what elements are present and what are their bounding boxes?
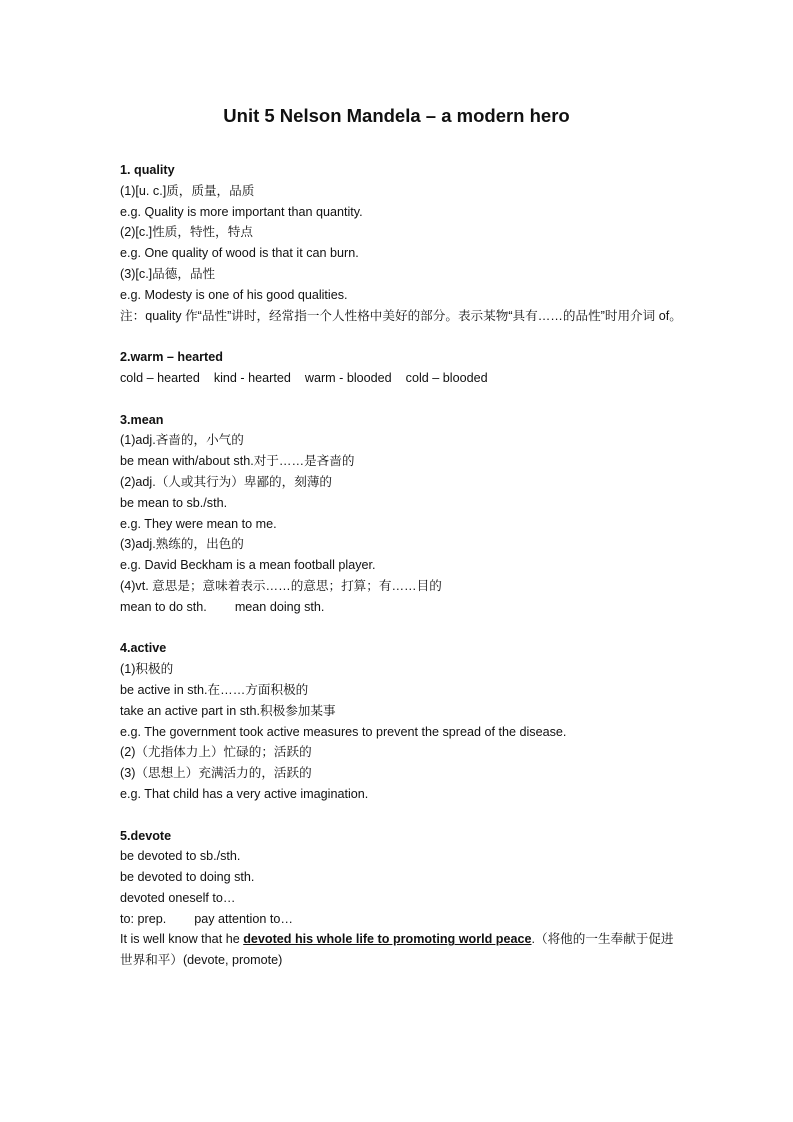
phrase-line: devoted oneself to… bbox=[120, 890, 236, 905]
example-line: e.g. Quality is more important than quantity. bbox=[120, 204, 363, 219]
related-word: kind - hearted bbox=[213, 370, 291, 385]
definition-line: (3)（思想上）充满活力的，活跃的 bbox=[120, 766, 312, 781]
definition-line: (1)adj.吝啬的，小气的 bbox=[120, 433, 244, 448]
section-heading-mean: 3.mean bbox=[120, 412, 164, 427]
section-heading-active: 4.active bbox=[120, 641, 167, 656]
answer-underlined: devoted his whole life to promoting world peace bbox=[243, 932, 532, 947]
definition-line: (2)（尤指体力上）忙碌的；活跃的 bbox=[120, 745, 312, 760]
definition-line: (2)[c.]性质，特性，特点 bbox=[120, 225, 253, 240]
definition-line: (2)adj.（人或其行为）卑鄙的，刻薄的 bbox=[120, 474, 333, 489]
example-line: e.g. David Beckham is a mean football player. bbox=[120, 558, 376, 573]
sentence-start: It is well know that he bbox=[120, 932, 244, 947]
example-line: e.g. The government took active measures to prevent the spread of the disease. bbox=[120, 724, 567, 739]
definition-line: (3)adj.熟练的，出色的 bbox=[120, 537, 244, 552]
page-title: Unit 5 Nelson Mandela – a modern hero bbox=[223, 105, 570, 126]
phrase-line: be devoted to sb./sth. bbox=[120, 849, 241, 864]
note-paragraph: 注：quality 作“品性”讲时，经常指一个人性格中美好的部分。表示某物“具有……的品性”时用介词 of。 bbox=[120, 308, 682, 323]
sentence-end: .（将他的一生奉献于促进世界和平）(devote, promote) bbox=[120, 932, 674, 968]
definition-line: (1)积极的 bbox=[120, 662, 174, 677]
example-line: e.g. Modesty is one of his good qualities. bbox=[120, 287, 348, 302]
example-line: e.g. That child has a very active imagination. bbox=[120, 786, 369, 801]
related-word: cold – hearted bbox=[120, 370, 200, 385]
phrase: to: prep. bbox=[120, 911, 167, 926]
definition-line: (3)[c.]品德，品性 bbox=[120, 266, 216, 281]
phrase-line bbox=[120, 909, 685, 930]
document-body bbox=[120, 160, 685, 971]
exercise-sentence bbox=[120, 929, 685, 971]
example-line: e.g. They were mean to me. bbox=[120, 516, 277, 531]
related-word: warm - blooded bbox=[304, 370, 392, 385]
spacer bbox=[120, 805, 685, 826]
related-words-line bbox=[120, 368, 685, 389]
spacer bbox=[120, 618, 685, 639]
section-heading-warm-hearted: 2.warm – hearted bbox=[120, 350, 223, 365]
phrase-line bbox=[120, 597, 685, 618]
section-heading-devote: 5.devote bbox=[120, 828, 172, 843]
phrase-line: take an active part in sth.积极参加某事 bbox=[120, 703, 336, 718]
phrase-line: be active in sth.在……方面积极的 bbox=[120, 682, 309, 697]
phrase-line: be mean with/about sth.对于……是吝啬的 bbox=[120, 454, 355, 469]
definition-line: (1)[u. c.]质，质量，品质 bbox=[120, 183, 255, 198]
phrase: mean doing sth. bbox=[234, 599, 325, 614]
phrase-line: be mean to sb./sth. bbox=[120, 495, 228, 510]
phrase: mean to do sth. bbox=[120, 599, 207, 614]
spacer bbox=[120, 326, 685, 347]
example-line: e.g. One quality of wood is that it can burn. bbox=[120, 246, 359, 261]
section-heading-quality: 1. quality bbox=[120, 163, 175, 177]
phrase: pay attention to… bbox=[194, 911, 293, 926]
spacer bbox=[120, 389, 685, 410]
phrase-line: be devoted to doing sth. bbox=[120, 870, 255, 885]
definition-line: (4)vt. 意思是；意味着表示……的意思；打算；有……目的 bbox=[120, 578, 442, 593]
related-word: cold – blooded bbox=[405, 370, 488, 385]
